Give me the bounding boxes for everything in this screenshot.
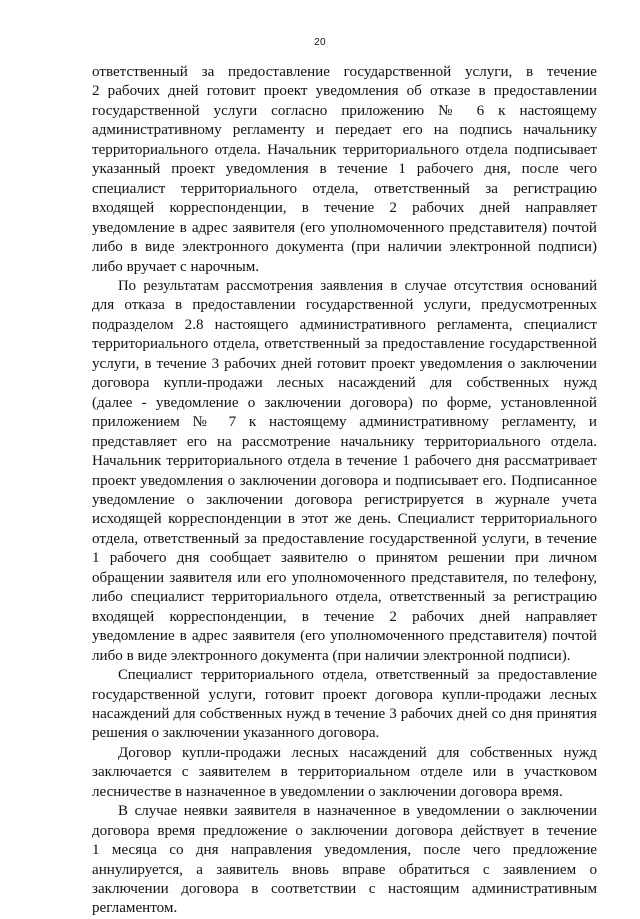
text-line: приложением № 7 к настоящему административному регламенту, и [92,414,597,431]
text-line: исходящей корреспонденции в этот же день. Специалист территориального [92,511,597,528]
text-line: подразделом 2.8 настоящего административного регламента, специалист [92,316,597,333]
text-line: заключается с заявителем в территориальном отделе или в участковом [92,764,597,781]
text-line: услуги, в течение 3 рабочих дней готовит проект уведомления о заключении [92,355,597,372]
paragraph [92,802,597,919]
text-line: входящей корреспонденции, в течение 2 рабочих дней направляет [92,608,597,625]
text-line: уведомление в адрес заявителя (его уполномоченного представителя) почтой [92,628,597,645]
text-line: договора купли-продажи лесных насаждений для собственных нужд [92,375,597,392]
paragraph [92,277,597,666]
text-line: территориального отдела. Начальник территориального отдела подписывает [92,141,597,158]
text-line: специалист территориального отдела, ответственный за регистрацию [92,180,597,197]
text-line: либо специалист территориального отдела, ответственный за регистрацию [92,589,597,606]
text-line: либо в виде электронного документа (при наличии электронной подписи) [92,239,597,256]
text-line: проект уведомления о заключении договора и подписывает его. Подписанное [92,472,597,489]
text-line: территориального отдела, ответственный за предоставление государственной [92,336,597,353]
text-line: обращении заявителя или его уполномоченного представителя, по телефону, [92,569,597,586]
text-line: указанный проект уведомления в течение 1 рабочего дня, после чего [92,161,597,178]
text-line: В случае неявки заявителя в назначенное в уведомлении о заключении [118,803,597,820]
text-line: Договор купли-продажи лесных насаждений для собственных нужд [118,744,597,761]
text-line: отдела, ответственный за предоставление государственной услуги, в течение [92,530,597,547]
text-line: насаждений для собственных нужд в течение 3 рабочих дней со дня принятия [92,705,597,722]
text-line: (далее - уведомление о заключении договора) по форме, установленной [92,394,597,411]
text-line: государственной услуги, готовит проект договора купли-продажи лесных [92,686,597,703]
text-line: 1 месяца со дня направления уведомления, после чего предложение [92,842,597,859]
text-line: Специалист территориального отдела, ответственный за предоставление [118,667,597,684]
text-line: По результатам рассмотрения заявления в случае отсутствия оснований [118,277,597,294]
paragraph [92,63,597,277]
text-line: регламентом. [92,900,178,917]
text-line: либо вручает с нарочным. [92,258,260,275]
text-line: для отказа в предоставлении государственной услуги, предусмотренных [92,297,597,314]
text-line: 1 рабочего дня сообщает заявителю о принятом решении при личном [92,550,597,567]
text-line: 2 рабочих дней готовит проект уведомления об отказе в предоставлении [92,83,597,100]
text-line: административному регламенту и передает его на подпись начальнику [92,122,597,139]
text-line: договора время предложение о заключении договора действует в течение [92,822,597,839]
text-line: уведомление в адрес заявителя (его уполномоченного представителя) почтой [92,219,597,236]
text-line: лесничестве в назначенное в уведомлении о заключении договора время. [92,783,563,800]
text-line: представляет его на рассмотрение начальнику территориального отдела. [92,433,597,450]
paragraph [92,744,597,802]
text-line: заключении договора в соответствии с настоящим административным [92,881,597,898]
text-line: либо в виде электронного документа (при наличии электронной подписи). [92,647,571,664]
text-line: входящей корреспонденции, в течение 2 рабочих дней направляет [92,200,597,217]
text-line: государственной услуги согласно приложению № 6 к настоящему [92,102,597,119]
text-line: решения о заключении указанного договора. [92,725,380,742]
text-line: ответственный за предоставление государственной услуги, в течение [92,64,597,80]
text-line: аннулируется, а заявитель вновь вправе обратиться с заявлением о [92,861,597,878]
paragraph [92,666,597,744]
document-body [92,63,597,919]
page-number: 20 [314,37,326,48]
text-line: уведомление о заключении договора регистрируется в журнале учета [92,491,597,508]
text-line: Начальник территориального отдела в течение 1 рабочего дня рассматривает [92,453,597,470]
